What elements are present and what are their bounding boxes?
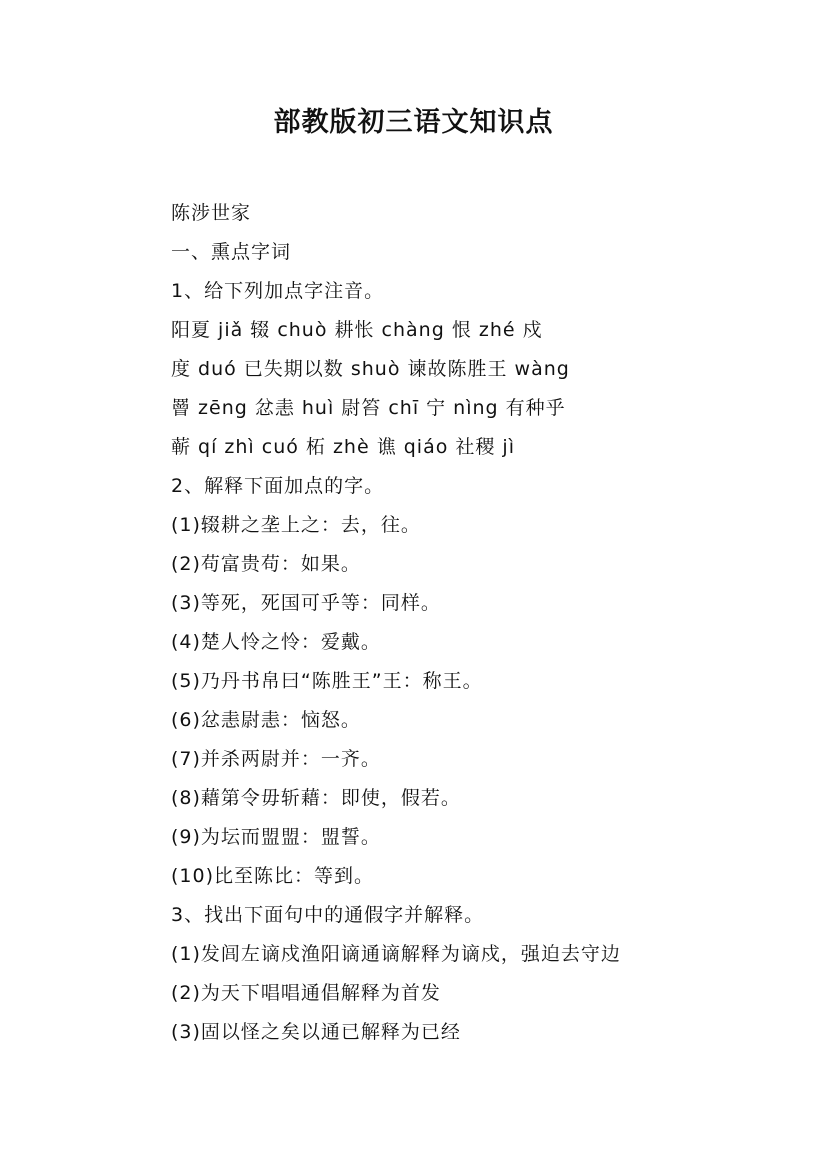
answer-line: (3)等死，死国可乎等：同样。 bbox=[171, 592, 441, 614]
answer-line: (9)为坛而盟盟：盟誓。 bbox=[171, 826, 381, 848]
answer-line: (6)忿恚尉恚：恼怒。 bbox=[171, 709, 361, 731]
answer-line: (2)苟富贵苟：如果。 bbox=[171, 553, 361, 575]
question-heading: 2、解释下面加点的字。 bbox=[171, 475, 385, 497]
document-title: 部教版初三语文知识点 bbox=[273, 107, 554, 138]
question-heading: 1、给下列加点字注音。 bbox=[171, 280, 385, 302]
answer-line: (8)藉第令毋斩藉：即使，假若。 bbox=[171, 787, 461, 809]
pinyin-line: 度 duó 已失期以数 shuò 谏故陈胜王 wàng bbox=[171, 358, 570, 380]
pinyin-line: 阳夏 jiǎ 辍 chuò 耕怅 chàng 恨 zhé 戍 bbox=[171, 319, 543, 341]
answer-line: (2)为天下唱唱通倡解释为首发 bbox=[171, 982, 441, 1004]
answer-line: (10)比至陈比：等到。 bbox=[171, 865, 375, 887]
answer-line: (7)并杀两尉并：一齐。 bbox=[171, 748, 381, 770]
pinyin-line: 罾 zēng 忿恚 huì 尉笞 chī 宁 nìng 有种乎 bbox=[171, 397, 566, 419]
answer-line: (3)固以怪之矣以通已解释为已经 bbox=[171, 1021, 461, 1043]
answer-line: (1)辍耕之垄上之：去，往。 bbox=[171, 514, 421, 536]
pinyin-line: 蕲 qí zhì cuó 柘 zhè 谯 qiáo 社稷 jì bbox=[171, 436, 515, 458]
subsection-heading: 一、熏点字词 bbox=[171, 241, 292, 263]
answer-line: (5)乃丹书帛曰“陈胜王”王：称王。 bbox=[171, 670, 483, 692]
answer-line: (1)发闾左谪戍渔阳谪通谪解释为谪戍，强迫去守边 bbox=[171, 943, 621, 965]
document-body bbox=[171, 194, 771, 1052]
answer-line: (4)楚人怜之怜：爱戴。 bbox=[171, 631, 381, 653]
section-heading: 陈涉世家 bbox=[171, 202, 252, 224]
question-heading: 3、找出下面句中的通假字并解释。 bbox=[171, 904, 485, 926]
